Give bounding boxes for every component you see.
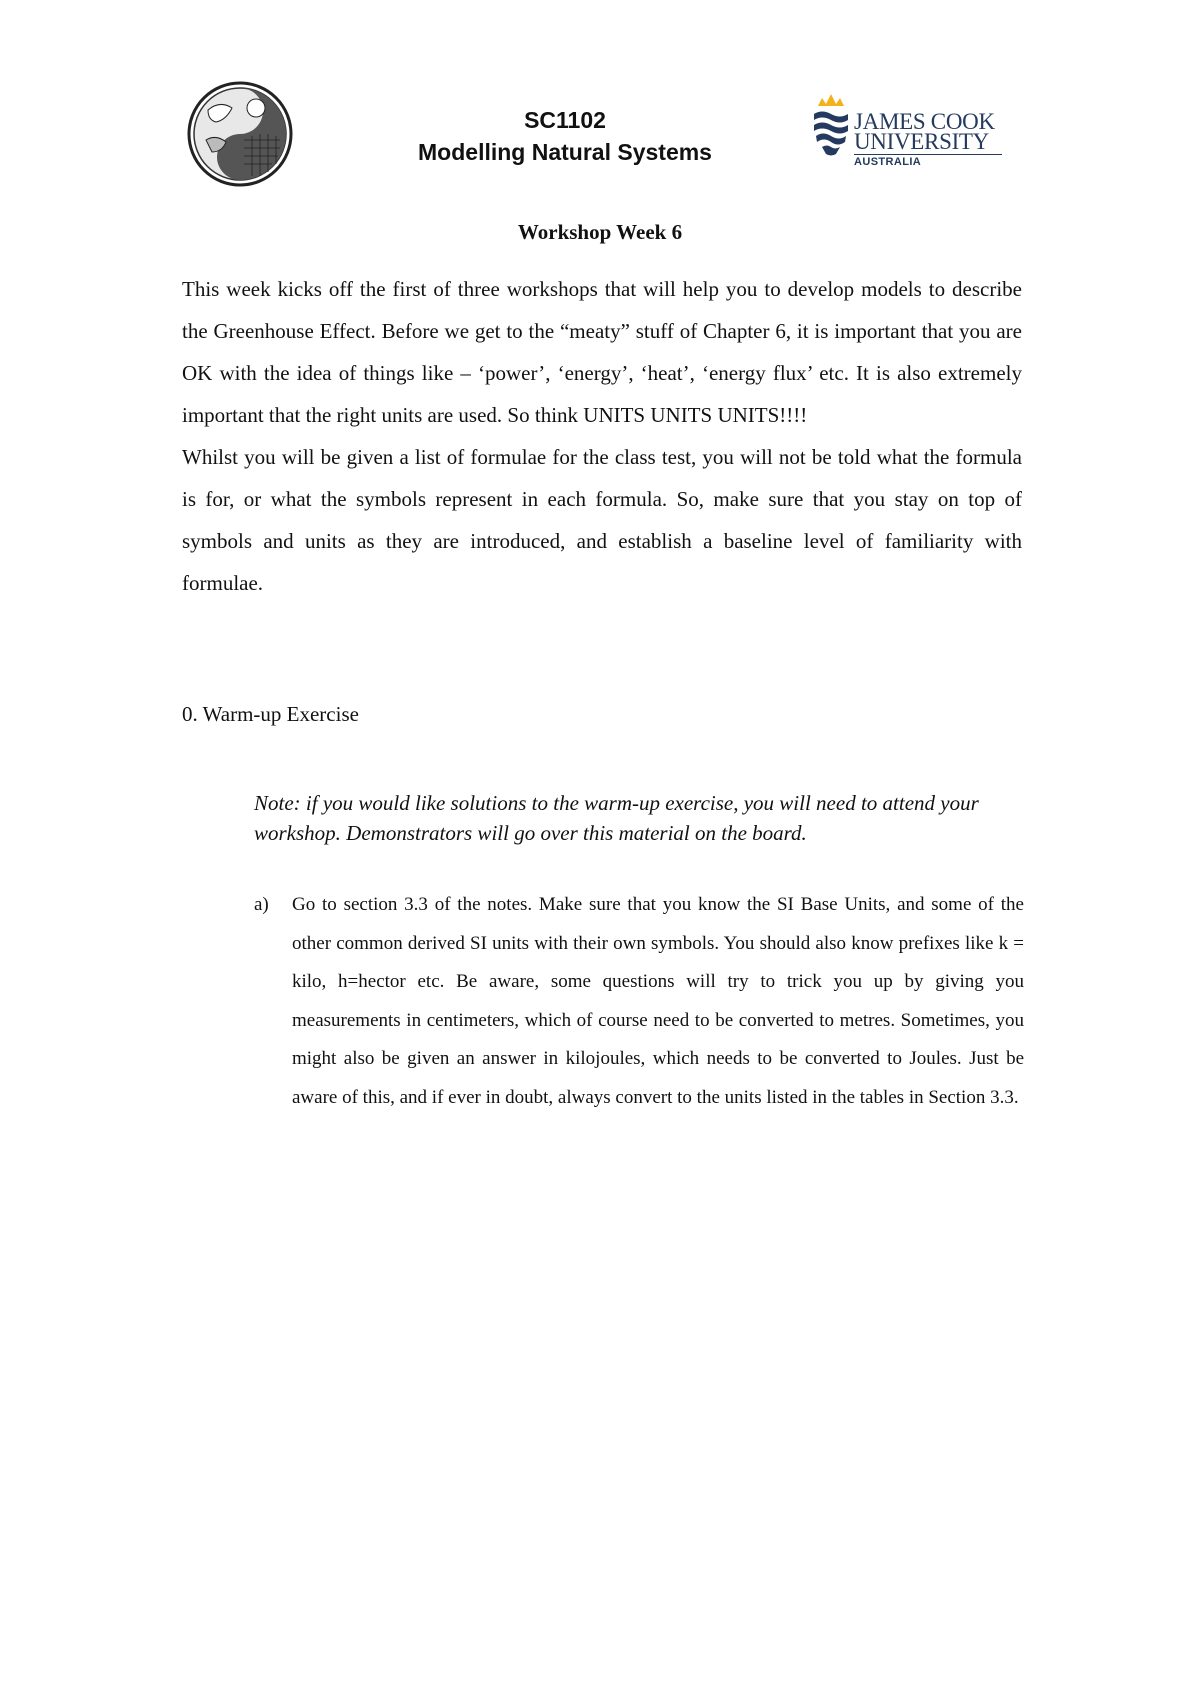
- university-logo-line2: UNIVERSITY: [854, 129, 989, 154]
- seal-icon: [186, 80, 294, 188]
- document-title: Workshop Week 6: [517, 220, 683, 244]
- university-logo-icon: [812, 92, 850, 158]
- section-heading: 0. Warm-up Exercise: [182, 702, 359, 726]
- list-item-text: Go to section 3.3 of the notes. Make sure that you know the SI Base Units, and some of the other common derived SI units with their own symbols. You should also know prefixes like k = kilo, h=hector etc. Be aware, some questions will try to trick you up by giving you measurements in centimeters, which of course need to be converted to metres. Sometimes, you might also be given an answer in kilojoules, which needs to be converted to Joules. Just be aware of this, and if ever in doubt, always convert to the units listed in the tables in Section 3.3.: [292, 894, 1024, 1108]
- university-logo-line1: JAMES COOK: [854, 109, 995, 134]
- course-title: Modelling Natural Systems: [418, 139, 712, 165]
- intro-text: [182, 268, 1022, 604]
- intro-paragraph: Whilst you will be given a list of formulae for the class test, you will not be told what the formula is for, or what the symbols represent in each formula. So, make sure that you stay on top of symbols and units as they are introduced, and establish a baseline level of familiarity with formulae.: [182, 445, 1022, 595]
- note-text: Note: if you would like solutions to the warm-up exercise, you will need to attend your workshop. Demonstrators will go over this material on the board.: [254, 791, 979, 845]
- intro-paragraph: This week kicks off the first of three workshops that will help you to develop models to describe the Greenhouse Effect. Before we get to the “meaty” stuff of Chapter 6, it is important that you are OK with the idea of things like – ‘power’, ‘energy’, ‘heat’, ‘energy flux’ etc. It is also extremely important that the right units are used. So think UNITS UNITS UNITS!!!!: [182, 277, 1022, 427]
- university-logo: [812, 92, 1002, 170]
- course-code: SC1102: [524, 107, 606, 133]
- list-item-label: a): [254, 894, 269, 915]
- university-logo-line3: AUSTRALIA: [854, 156, 922, 168]
- course-header: [360, 104, 770, 168]
- university-logo-divider: [854, 154, 1002, 155]
